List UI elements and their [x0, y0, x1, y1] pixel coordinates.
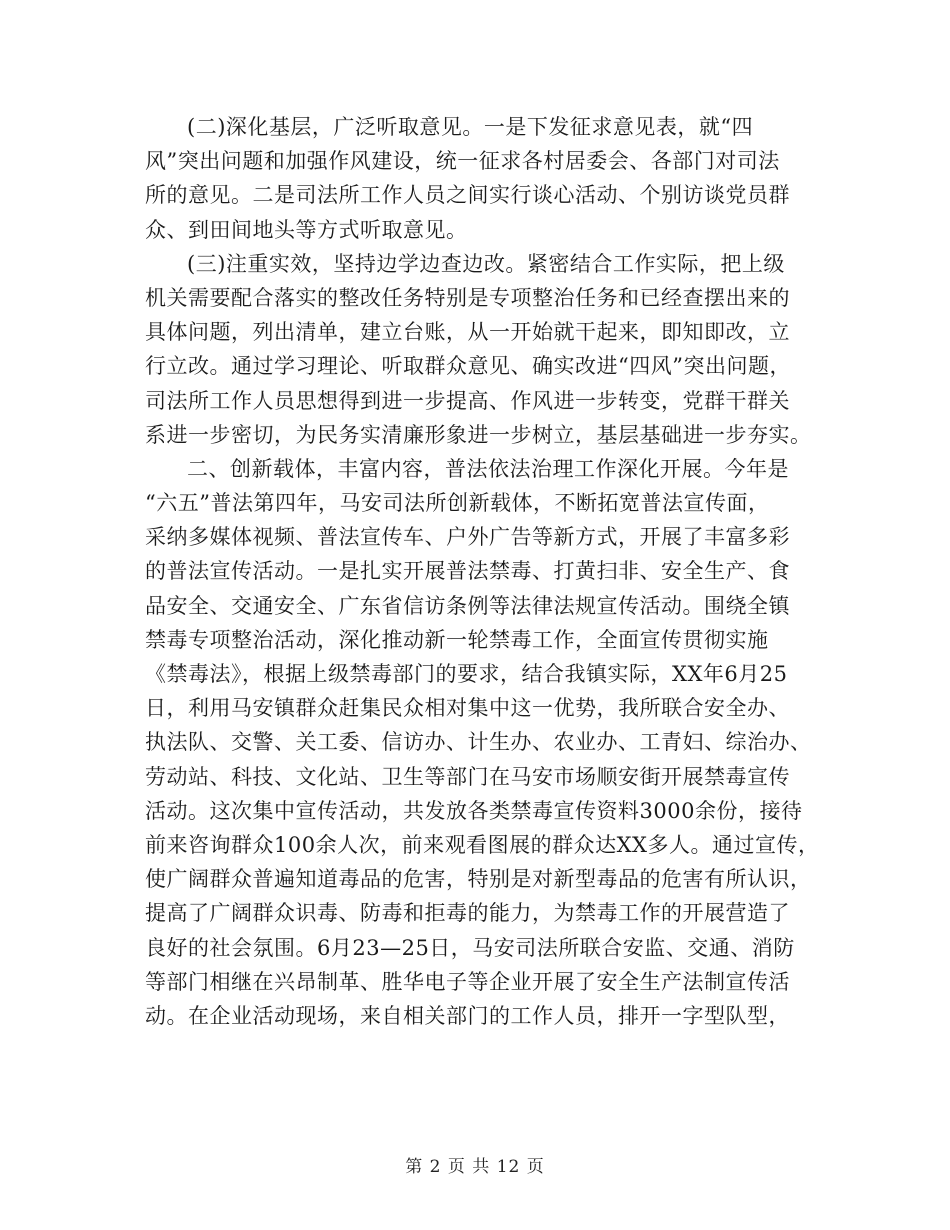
text-line: 提高了广阔群众识毒、防毒和拒毒的能力，为禁毒工作的开展营造了 — [145, 901, 790, 926]
text-line: 劳动站、科技、文化站、卫生等部门在马安市场顺安街开展禁毒宣传 — [145, 764, 790, 789]
text-line: 行立改。通过学习理论、听取群众意见、确实改进“四风”突出问题， — [145, 354, 791, 379]
text-line: 活动。这次集中宣传活动，共发放各类禁毒宣传资料3000余份，接待 — [145, 798, 803, 823]
paragraph-legal-publicity — [145, 452, 820, 1033]
text-line: 风”突出问题和加强作风建设，统一征求各村居委会、各部门对司法 — [145, 149, 780, 174]
paragraph-focus-effectiveness — [145, 247, 810, 452]
text-line: 等部门相继在兴昂制革、胜华电子等企业开展了安全生产法制宣传活 — [145, 969, 790, 994]
page-footer — [0, 1152, 950, 1177]
text-line: 系进一步密切，为民务实清廉形象进一步树立，基层基础进一步夯实。 — [145, 422, 812, 447]
document-body — [145, 110, 820, 1033]
text-line: 执法队、交警、关工委、信访办、计生办、农业办、工青妇、综治办、 — [145, 730, 812, 755]
text-line: 具体问题，列出清单，建立台账，从一开始就干起来，即知即改，立 — [145, 320, 790, 345]
text-line: 司法所工作人员思想得到进一步提高、作风进一步转变，党群干群关 — [145, 388, 790, 413]
text-line: 日，利用马安镇群众赶集民众相对集中这一优势，我所联合安全办、 — [145, 696, 790, 721]
text-line: 所的意见。二是司法所工作人员之间实行谈心活动、个别访谈党员群 — [145, 183, 790, 208]
text-line: (三)注重实效，坚持边学边查边改。紧密结合工作实际，把上级 — [187, 251, 785, 276]
text-line: 良好的社会氛围。6月23—25日，马安司法所联合安监、交通、消防 — [145, 935, 795, 960]
paragraph-deepen-grassroots — [145, 110, 810, 247]
text-line: 众、到田间地头等方式听取意见。 — [145, 217, 468, 242]
text-line: 的普法宣传活动。一是扎实开展普法禁毒、打黄扫非、安全生产、食 — [145, 559, 790, 584]
text-line: 机关需要配合落实的整改任务特别是专项整治任务和已经查摆出来的 — [145, 285, 790, 310]
text-line: 前来咨询群众100余人次，前来观看图展的群众达XX多人。通过宣传， — [145, 832, 820, 857]
text-line: 动。在企业活动现场，来自相关部门的工作人员，排开一字型队型， — [145, 1003, 790, 1028]
text-line: 二、创新载体，丰富内容，普法依法治理工作深化开展。今年是 — [187, 456, 789, 481]
text-line: 禁毒专项整治活动，深化推动新一轮禁毒工作，全面宣传贯彻实施 — [145, 627, 769, 652]
text-line: 采纳多媒体视频、普法宣传车、户外广告等新方式，开展了丰富多彩 — [145, 525, 790, 550]
text-line: 使广阔群众普遍知道毒品的危害，特别是对新型毒品的危害有所认识， — [145, 867, 812, 892]
page-number-label: 第 2 页 共 12 页 — [405, 1157, 545, 1177]
text-line: “六五”普法第四年，马安司法所创新载体，不断拓宽普法宣传面， — [145, 491, 770, 516]
text-line: 《禁毒法》，根据上级禁毒部门的要求，结合我镇实际，XX年6月25 — [145, 662, 788, 686]
text-line: (二)深化基层，广泛听取意见。一是下发征求意见表，就“四 — [187, 115, 754, 139]
text-line: 品安全、交通安全、广东省信访条例等法律法规宣传活动。围绕全镇 — [145, 593, 790, 618]
